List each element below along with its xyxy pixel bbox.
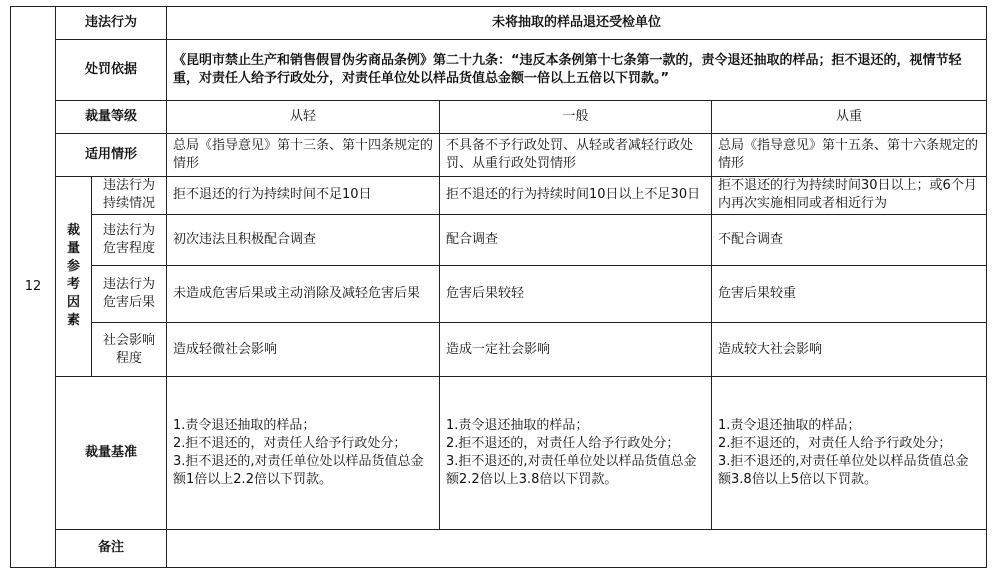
factor-harm-result-heavy: 危害后果较重 [712, 265, 987, 322]
applicable-label: 适用情形 [56, 134, 167, 176]
applicable-row [11, 134, 987, 176]
standard-heavy: 1.责令退还抽取的样品； 2.拒不退还的，对责任人给予行政处分； 3.拒不退还的,对责任单位处以样品货值总金额3.8倍以上5倍以下罚款。 [712, 377, 987, 530]
standard-row [11, 377, 987, 530]
standard-normal: 1.责令退还抽取的样品； 2.拒不退还的，对责任人给予行政处分； 3.拒不退还的,对责任单位处以样品货值总金额2.2倍以上3.8倍以下罚款。 [440, 377, 712, 530]
factor-label-harm-result: 违法行为 危害后果 [92, 265, 167, 322]
level-light: 从轻 [167, 101, 440, 134]
remarks-value [167, 529, 987, 567]
factor-harm-degree-normal: 配合调查 [440, 214, 712, 265]
factor-harm-result-light: 未造成危害后果或主动消除及减轻危害后果 [167, 265, 440, 322]
violation-value: 未将抽取的样品退还受检单位 [167, 7, 987, 40]
factor-social-impact-normal: 造成一定社会影响 [440, 323, 712, 377]
factor-row [11, 214, 987, 265]
basis-row [11, 40, 987, 101]
discretion-standard-table [10, 6, 987, 568]
factor-label-duration: 违法行为 持续情况 [92, 176, 167, 214]
factor-row [11, 176, 987, 214]
factor-row [11, 265, 987, 322]
applicable-heavy: 总局《指导意见》第十五条、第十六条规定的情形 [712, 134, 987, 176]
factor-social-impact-heavy: 造成较大社会影响 [712, 323, 987, 377]
applicable-normal: 不具备不予行政处罚、从轻或者减轻行政处罚、从重行政处罚情形 [440, 134, 712, 176]
factor-harm-result-normal: 危害后果较轻 [440, 265, 712, 322]
level-normal: 一般 [440, 101, 712, 134]
remarks-row [11, 529, 987, 567]
violation-row [11, 7, 987, 40]
basis-value: 《昆明市禁止生产和销售假冒伪劣商品条例》第二十九条：“违反本条例第十七条第一款的，责令退还抽取的样品；拒不退还的，视情节轻重，对责任人给予行政处分，对责任单位处以样品货值总金额一倍以上五倍以下罚款。” [167, 40, 987, 101]
levels-row [11, 101, 987, 134]
basis-label: 处罚依据 [56, 40, 167, 101]
factor-duration-light: 拒不退还的行为持续时间不足10日 [167, 176, 440, 214]
factor-row [11, 323, 987, 377]
factor-harm-degree-heavy: 不配合调查 [712, 214, 987, 265]
levels-label: 裁量等级 [56, 101, 167, 134]
violation-label: 违法行为 [56, 7, 167, 40]
factor-duration-heavy: 拒不退还的行为持续时间30日以上；或6个月内再次实施相同或者相近行为 [712, 176, 987, 214]
applicable-light: 总局《指导意见》第十三条、第十四条规定的情形 [167, 134, 440, 176]
standard-light: 1.责令退还抽取的样品； 2.拒不退还的，对责任人给予行政处分； 3.拒不退还的,对责任单位处以样品货值总金额1倍以上2.2倍以下罚款。 [167, 377, 440, 530]
factors-group-label: 裁 量 参 考 因 素 [56, 176, 92, 377]
factor-label-harm-degree: 违法行为 危害程度 [92, 214, 167, 265]
factor-social-impact-light: 造成轻微社会影响 [167, 323, 440, 377]
level-heavy: 从重 [712, 101, 987, 134]
factor-harm-degree-light: 初次违法且积极配合调查 [167, 214, 440, 265]
standard-label: 裁量基准 [56, 377, 167, 530]
factor-label-social-impact: 社会影响 程度 [92, 323, 167, 377]
remarks-label: 备注 [56, 529, 167, 567]
row-number: 12 [11, 7, 56, 568]
factor-duration-normal: 拒不退还的行为持续时间10日以上不足30日 [440, 176, 712, 214]
